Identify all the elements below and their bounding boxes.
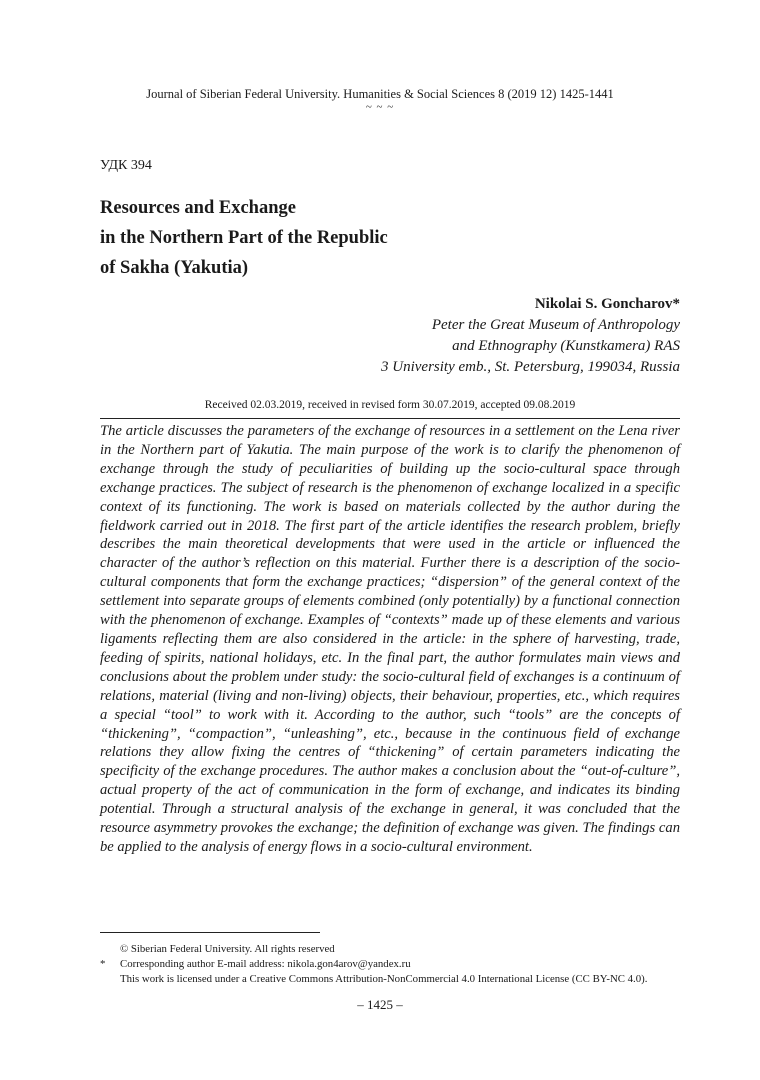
affiliation-address: 3 University emb., St. Petersburg, 199034, Russia [381, 359, 680, 375]
journal-citation: Journal of Siberian Federal University. Humanities & Social Sciences 8 (2019 12) 1425-1441 [146, 87, 614, 101]
title-line-1: Resources and Exchange [100, 198, 296, 218]
page-number: – 1425 – [357, 997, 403, 1012]
corresponding-note [100, 957, 700, 972]
affiliation-line-1: Peter the Great Museum of Anthropology [431, 317, 680, 333]
license-note: This work is licensed under a Creative Commons Attribution-NonCommercial 4.0 International License (CC BY-NC 4.0). [120, 973, 648, 985]
author-name: Nikolai S. Goncharov* [534, 296, 680, 312]
title-line-3: of Sakha (Yakutia) [100, 258, 249, 278]
udk-code: УДК 394 [100, 158, 152, 173]
author-block [381, 294, 680, 378]
divider-line [100, 418, 680, 419]
received-dates: Received 02.03.2019, received in revised form 30.07.2019, accepted 09.08.2019 [204, 399, 576, 411]
affiliation-line-2: and Ethnography (Kunstkamera) RAS [452, 338, 680, 354]
title-line-2: in the Northern Part of the Republic [100, 228, 388, 248]
footnote-asterisk: * [100, 958, 106, 970]
corresponding-author-text: Corresponding author E-mail address: nikola.gon4arov@yandex.ru [120, 958, 411, 970]
footnotes [100, 942, 700, 987]
abstract-text: The article discusses the parameters of the exchange of resources in a settlement on the Lena river in the Northern part of Yakutia. The main purpose of the work is to clarify the phenomenon of exchange through the study of peculiarities of building up the socio-cultural space through exchange practices. The subject of research is the phenomenon of exchange localized in a specific context of its functioning. The work is based on materials collected by the author during the fieldwork carried out in 2018. The first part of the article identifies the research problem, briefly describes the main theoretical developments that were used in the article or influenced the character of the author’s reflection on this material. Further there is a description of the socio-cultural components that form the exchange practices; “dispersion” of the general context of the settlement into separate groups of elements combined (only potentially) by a functional connection with the phenomenon of exchange. Examples of “contexts” made up of these elements and various ligaments reflecting them are also considered in the article: in the sphere of harvesting, trade, feeding of spirits, national holidays, etc. In the final part, the author formulates main views and conclusions about the problem under study: the socio-cultural field of exchanges is a continuum of relations, material (living and non-living) objects, their behaviour, properties, etc., which requires a special “tool” to work with it. According to the author, such “tools” are the concepts of “thickening”, “compaction”, “unleashing”, etc., because in the continuous field of exchange relations they allow fixing the centres of “thickening” of certain parameters indicating the specificity of the exchange procedures. The author makes a conclusion about the “out-of-culture”, actual property of the act of communication in the form of exchange, and indicates its binding potential. Through a structural analysis of the exchange in general, it was concluded that the resource asymmetry provokes the exchange; the definition of exchange was given. The findings can be applied to the analysis of energy flows in a socio-cultural environment. [100, 423, 680, 855]
header-ornament: ~ ~ ~ [365, 101, 395, 113]
footnote-divider [100, 932, 320, 933]
article-title [100, 193, 500, 283]
copyright-note: © Siberian Federal University. All rights reserved [120, 943, 335, 955]
